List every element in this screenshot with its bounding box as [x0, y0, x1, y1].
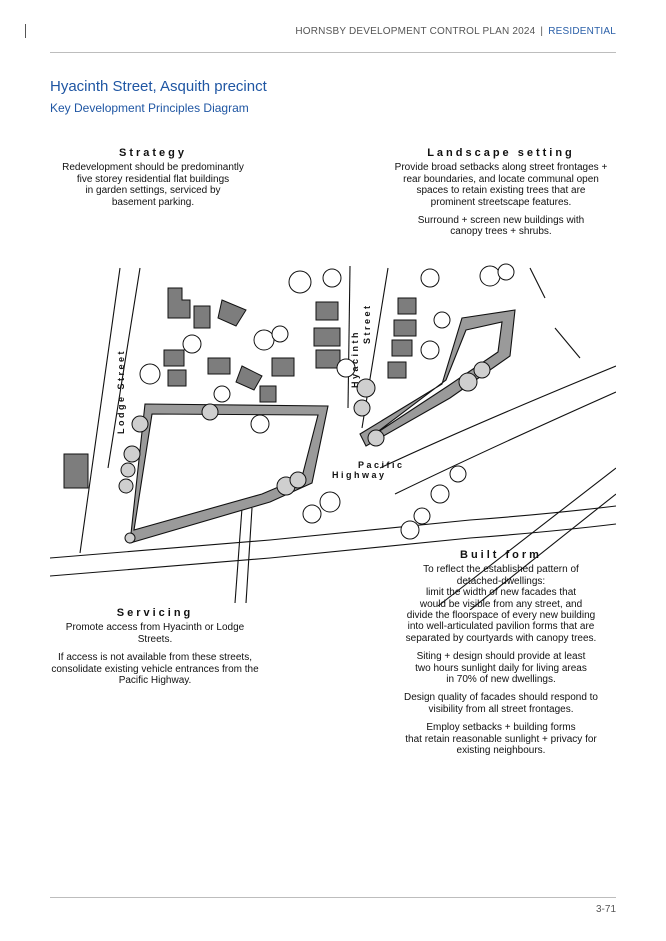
tree-canopy — [320, 492, 340, 512]
header-marker — [25, 24, 26, 38]
retained-tree — [202, 404, 218, 420]
existing-building — [64, 454, 88, 488]
landscape-text-2: Surround + screen new buildings with canopy trees + shrubs. — [417, 215, 585, 238]
tree-canopy — [498, 264, 514, 280]
pacific-highway-label-2: Highway — [332, 470, 387, 480]
servicing-heading: Servicing — [116, 607, 194, 619]
hyacinth-street-label-1: Hyacinth — [350, 329, 360, 388]
tree-canopy — [421, 341, 439, 359]
existing-building — [316, 350, 340, 368]
retained-tree — [474, 362, 490, 378]
retained-tree — [354, 400, 370, 416]
tree-canopy — [251, 415, 269, 433]
lodge-street-edge-west — [80, 268, 120, 553]
retained-tree — [132, 416, 148, 432]
page-title: Hyacinth Street, Asquith precinct — [50, 78, 267, 95]
built-form-note — [396, 550, 606, 764]
existing-building — [398, 298, 416, 314]
landscape-note — [388, 148, 614, 245]
retained-tree — [125, 533, 135, 543]
existing-building — [316, 302, 338, 320]
existing-building — [168, 370, 186, 386]
servicing-text-2: If access is not available from these streets, consolidate existing vehicle entrances from the Pacific Highway. — [51, 652, 259, 687]
tree-canopy — [323, 269, 341, 287]
tree-canopy — [401, 521, 419, 539]
tree-canopy — [414, 508, 430, 524]
tree-canopy — [289, 271, 311, 293]
landscape-text-1: Provide broad setbacks along street frontages + rear boundaries, and locate communal open spaces to retain existing trees that are prominent streetscape features. — [394, 162, 608, 208]
built-form-text-1: To reflect the established pattern of detached-dwellings: limit the width of new facades that would be visible from any street, and divide the floorspace of every new building into well-articulated pavilion forms that are separated by courtyards with canopy trees. — [405, 564, 597, 644]
header-rule — [50, 52, 616, 53]
existing-building — [260, 386, 276, 402]
running-header — [295, 26, 616, 37]
tree-canopy — [480, 266, 500, 286]
tree-canopy — [303, 505, 321, 523]
built-form-text-4: Employ setbacks + building forms that retain reasonable sunlight + privacy for existing neighbours. — [405, 722, 597, 757]
existing-building — [164, 350, 184, 366]
built-form-text-3: Design quality of facades should respond to visibility from all street frontages. — [403, 692, 598, 715]
retained-tree — [124, 446, 140, 462]
header-doc-title: HORNSBY DEVELOPMENT CONTROL PLAN 2024 — [295, 26, 536, 37]
tree-canopy — [434, 312, 450, 328]
existing-building — [392, 340, 412, 356]
landscape-heading: Landscape setting — [427, 147, 575, 159]
footer-rule — [50, 897, 616, 898]
built-form-heading: Built form — [460, 549, 542, 561]
property-line-2 — [555, 328, 580, 358]
tree-canopy — [254, 330, 274, 350]
retained-tree — [121, 463, 135, 477]
retained-tree — [119, 479, 133, 493]
existing-building — [388, 362, 406, 378]
hyacinth-site-setback — [360, 310, 515, 446]
strategy-heading: Strategy — [118, 147, 188, 159]
tree-canopy — [183, 335, 201, 353]
servicing-text-1: Promote access from Hyacinth or Lodge Streets. — [65, 622, 245, 645]
tree-canopy — [272, 326, 288, 342]
built-form-text-2: Siting + design should provide at least two hours sunlight daily for living areas in 70% of new dwellings. — [415, 651, 587, 686]
servicing-note — [50, 608, 260, 693]
existing-building — [208, 358, 230, 374]
existing-building — [394, 320, 416, 336]
existing-building — [236, 366, 262, 390]
header-separator: | — [540, 26, 544, 37]
tree-canopy — [450, 466, 466, 482]
existing-building — [168, 288, 190, 318]
existing-building — [194, 306, 210, 328]
tree-canopy — [140, 364, 160, 384]
tree-canopy — [431, 485, 449, 503]
driveway-line-2 — [246, 508, 252, 603]
header-section: RESIDENTIAL — [548, 26, 616, 37]
hyacinth-street-label-2: Street — [362, 303, 372, 344]
existing-building — [314, 328, 340, 346]
property-line-1 — [530, 268, 545, 298]
page-number: 3-71 — [595, 904, 616, 915]
existing-building — [218, 300, 246, 326]
driveway-line-1 — [235, 508, 242, 603]
retained-tree — [290, 472, 306, 488]
strategy-note — [58, 148, 248, 215]
tree-canopy — [214, 386, 230, 402]
lodge-street-label: Lodge Street — [116, 348, 126, 434]
retained-tree — [459, 373, 477, 391]
retained-tree — [368, 430, 384, 446]
page-subtitle: Key Development Principles Diagram — [50, 101, 249, 115]
strategy-text: Redevelopment should be predominantly five storey residential flat buildings in garden settings, serviced by basement parking. — [62, 162, 244, 208]
pacific-highway-label-1: Pacific — [358, 460, 405, 470]
tree-canopy — [421, 269, 439, 287]
existing-building — [272, 358, 294, 376]
